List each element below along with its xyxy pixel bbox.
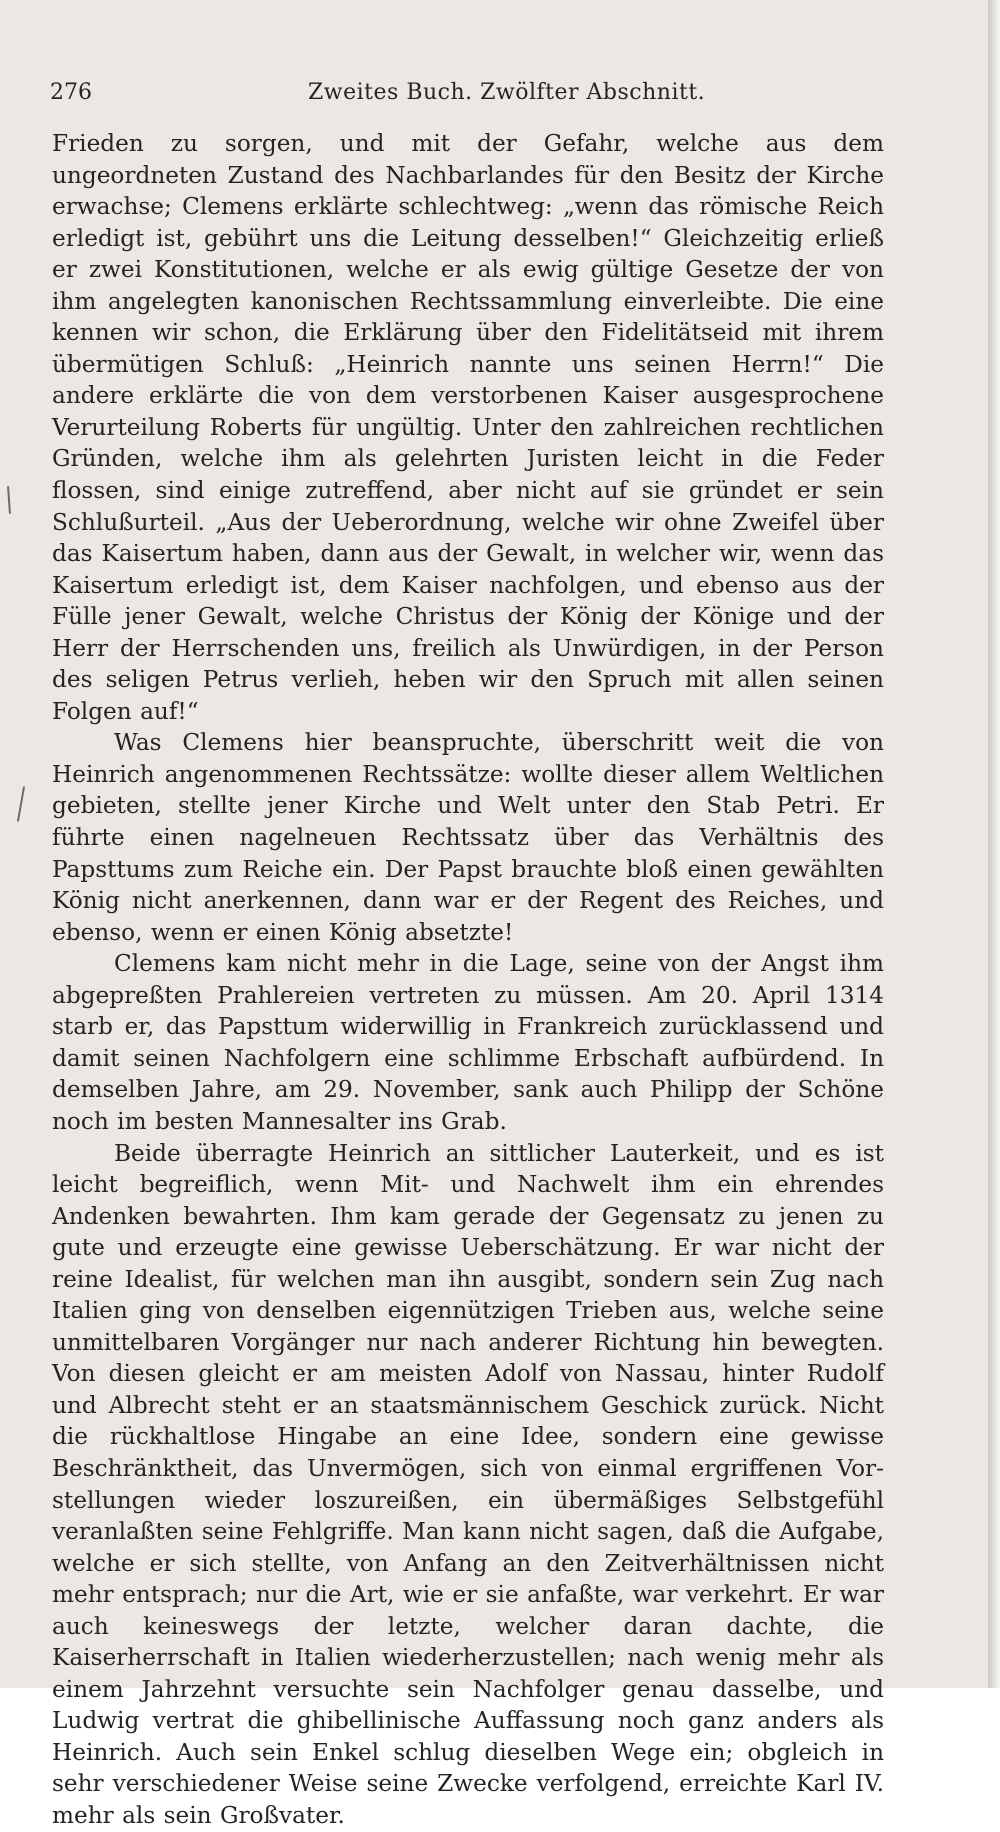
running-head: Zweites Buch. Zwölfter Abschnitt.	[308, 80, 706, 105]
paragraph: Beide überragte Heinrich an sittlicher Lauterkeit, und es ist leicht begreiflich, wenn Mit- und Nachwelt ihm ein ehrendes Andenken bewahrten. Ihm kam gerade der Gegensatz zu jenen zu gute und erzeugte eine gewisse Ueberschätzung. Er war nicht der reine Idealist, für welchen man ihn ausgibt, sondern sein Zug nach Italien ging von denselben eigennützigen Trieben aus, welche seine unmittelbaren Vorgänger nur nach anderer Richtung hin bewegten. Von diesen gleicht er am meisten Adolf von Nassau, hinter Rudolf und Albrecht steht er an staatsmännischem Geschick zurück. Nicht die rückhaltlose Hingabe an eine Idee, sondern eine gewisse Beschränktheit, das Unvermögen, sich von einmal ergriffenen Vorstellungen wieder loszureißen, ein übermäßiges Selbstgefühl veranlaßten seine Fehlgriffe. Man kann nicht sagen, daß die Aufgabe, welche er sich stellte, von Anfang an den Zeitverhältnissen nicht mehr entsprach; nur die Art, wie er sie anfaßte, war verkehrt. Er war auch keineswegs der letzte, welcher daran dachte, die Kaiserherrschaft in Italien wiederherzustellen; nach wenig mehr als einem Jahrzehnt versuchte sein Nachfolger genau dasselbe, und Ludwig vertrat die ghibellinische Auffassung noch ganz anders als Heinrich. Auch sein Enkel schlug dieselben Wege ein; obgleich in sehr verschiedener Weise seine Zwecke verfolgend, erreichte Karl IV. mehr als sein Großvater.	[52, 1139, 884, 1829]
margin-pencil-mark	[7, 486, 11, 514]
page-header	[50, 80, 888, 110]
paragraph: Was Clemens hier beanspruchte, überschritt weit die von Heinrich angenommenen Rechtssätze: wollte dieser allem Weltlichen gebieten, stellte jener Kirche und Welt unter den Stab Petri. Er führte einen nagelneuen Rechtssatz über das Verhältnis des Papsttums zum Reiche ein. Der Papst brauchte bloß einen gewählten König nicht anerkennen, dann war er der Regent des Reiches, und ebenso, wenn er einen König absetzte!	[52, 729, 884, 946]
margin-pencil-mark	[17, 786, 25, 822]
paragraph: Clemens kam nicht mehr in die Lage, seine von der Angst ihm abgepreßten Prahlereien vertreten zu müssen. Am 20. April 1314 starb er, das Papsttum widerwillig in Frankreich zurücklassend und damit seinen Nachfolgern eine schlimme Erbschaft aufbürdend. In demselben Jahre, am 29. November, sank auch Philipp der Schöne noch im besten Mannesalter ins Grab.	[52, 950, 884, 1135]
page-number: 276	[50, 80, 92, 105]
paragraph: Frieden zu sorgen, und mit der Gefahr, welche aus dem ungeordneten Zustand des Nachbarlandes für den Besitz der Kirche erwachse; Clemens erklärte schlechtweg: „wenn das römische Reich erledigt ist, gebührt uns die Leitung desselben!“ Gleichzeitig erließ er zwei Konstitutionen, welche er als ewig gültige Gesetze der von ihm angelegten kanonischen Rechtssammlung einverleibte. Die eine kennen wir schon, die Erklärung über den Fidelitätseid mit ihrem übermütigen Schluß: „Heinrich nannte uns seinen Herrn!“ Die andere erklärte die von dem verstorbenen Kaiser ausgesprochene Verurteilung Roberts für ungültig. Unter den zahlreichen rechtlichen Gründen, welche ihm als gelehrten Juristen leicht in die Feder flossen, sind einige zutreffend, aber nicht auf sie gründet er sein Schlußurteil. „Aus der Ueberordnung, welche wir ohne Zweifel über das Kaisertum haben, dann aus der Gewalt, in welcher wir, wenn das Kaisertum erledigt ist, dem Kaiser nachfolgen, und ebenso aus der Fülle jener Gewalt, welche Christus der König der Könige und der Herr der Herrschenden uns, freilich als Unwürdigen, in der Person des seligen Petrus verlieh, heben wir den Spruch mit allen seinen Folgen auf!“	[52, 130, 884, 725]
body-text	[52, 128, 884, 1832]
page-edge	[988, 0, 1000, 1688]
